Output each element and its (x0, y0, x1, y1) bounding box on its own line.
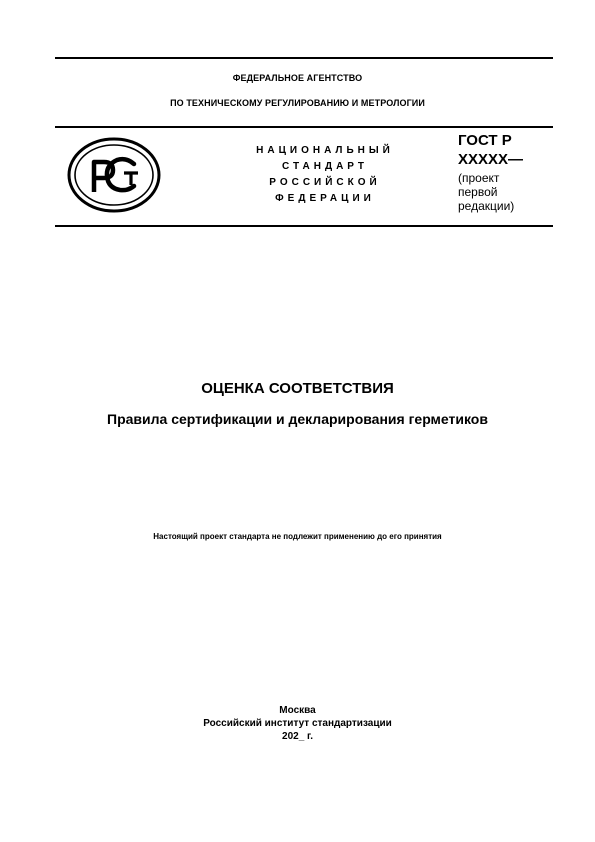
imprint-publisher: Российский институт стандартизации (203, 718, 392, 729)
national-standard-label (215, 143, 435, 207)
draft-line-2: первой (458, 185, 498, 199)
imprint-city: Москва (279, 705, 316, 716)
national-line-1: НАЦИОНАЛЬНЫЙ (256, 145, 394, 156)
top-rule (55, 57, 553, 59)
national-line-2: СТАНДАРТ (282, 161, 368, 172)
draft-line-3: редакции) (458, 199, 515, 213)
middle-rule (55, 126, 553, 128)
draft-notice: Настоящий проект стандарта не подлежит применению до его принятия (153, 532, 442, 541)
gost-code-line-2: XXXXX— (458, 151, 524, 168)
gost-code-line-1: ГОСТ Р (458, 132, 512, 149)
imprint-year: 202_ г. (282, 731, 313, 742)
national-line-3: РОССИЙСКОЙ (269, 177, 381, 188)
draft-status (458, 171, 553, 213)
agency-line-2: ПО ТЕХНИЧЕСКОМУ РЕГУЛИРОВАНИЮ И МЕТРОЛОГИИ (170, 98, 425, 108)
document-title: ОЦЕНКА СООТВЕТСТВИЯ (201, 380, 394, 397)
national-line-4: ФЕДЕРАЦИИ (275, 193, 375, 204)
gost-designation (458, 131, 553, 213)
document-subtitle: Правила сертификации и декларирования герметиков (107, 411, 488, 427)
agency-line-1: ФЕДЕРАЛЬНОЕ АГЕНТСТВО (232, 73, 363, 83)
draft-line-1: (проект (458, 171, 500, 185)
bottom-rule (55, 225, 553, 227)
imprint (0, 704, 595, 743)
gost-r-certification-mark-icon (66, 136, 162, 214)
